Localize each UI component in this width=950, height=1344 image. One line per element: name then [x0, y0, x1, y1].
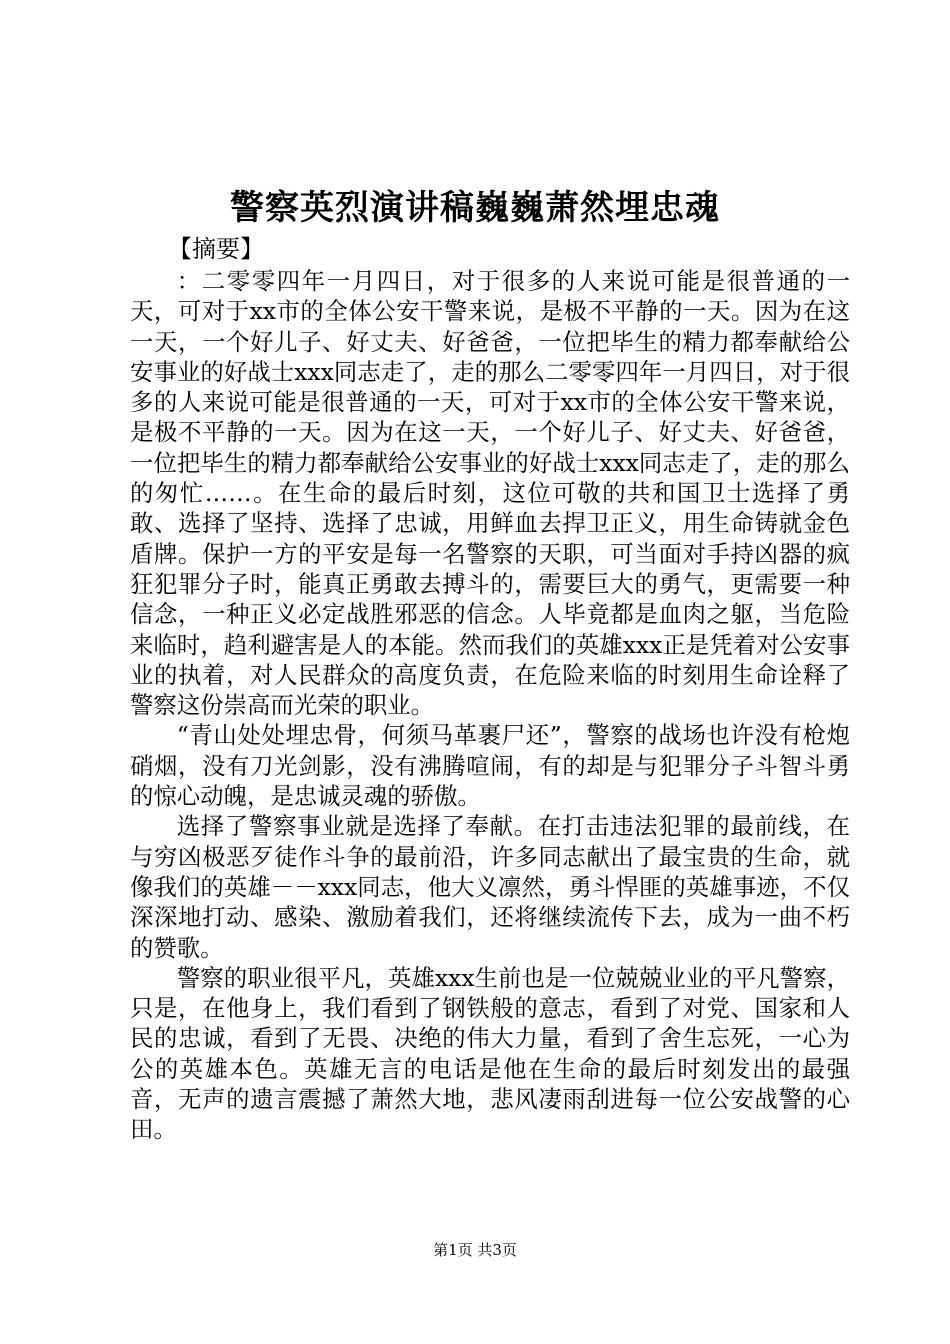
paragraph-3: 选择了警察事业就是选择了奉献。在打击违法犯罪的最前线，在与穷凶极恶歹徒作斗争的最前沿，许多同志献出了最宝贵的生命，就像我们的英雄－－xxx同志，他大义凛然，勇斗悍匪的英雄事迹，不仅深深地打动、感染、激励着我们，还将继续流传下去，成为一曲不朽的赞歌。: [130, 812, 850, 962]
paragraph-4: 警察的职业很平凡，英雄xxx生前也是一位兢兢业业的平凡警察，只是，在他身上，我们看到了钢铁般的意志，看到了对党、国家和人民的忠诚，看到了无畏、决绝的伟大力量，看到了舍生忘死，一心为公的英雄本色。英雄无言的电话是他在生命的最后时刻发出的最强音，无声的遗言震撼了萧然大地，悲风凄雨刮进每一位公安战警的心田。: [130, 963, 850, 1144]
document-title: 警察英烈演讲稿巍巍萧然埋忠魂: [230, 188, 720, 228]
paragraph-2: “青山处处埋忠骨，何须马革裹尸还”，警察的战场也许没有枪炮硝烟，没有刀光剑影，没有沸腾喧闹，有的却是与犯罪分子斗智斗勇的惊心动魄，是忠诚灵魂的骄傲。: [130, 721, 850, 811]
abstract-label: 【摘要】: [168, 235, 264, 263]
document-body: [130, 266, 850, 1145]
page-footer: 第1页 共3页: [433, 1241, 517, 1259]
paragraph-1: ：二零零四年一月四日，对于很多的人来说可能是很普通的一天，可对于xx市的全体公安干警来说，是极不平静的一天。因为在这一天，一个好儿子、好丈夫、好爸爸，一位把毕生的精力都奉献给公安事业的好战士xxx同志走了，走的那么二零零四年一月四日，对于很多的人来说可能是很普通的一天，可对于xx市的全体公安干警来说，是极不平静的一天。因为在这一天，一个好儿子、好丈夫、好爸爸，一位把毕生的精力都奉献给公安事业的好战士xxx同志走了，走的那么的匆忙……。在生命的最后时刻，这位可敬的共和国卫士选择了勇敢、选择了坚持、选择了忠诚，用鲜血去捍卫正义，用生命铸就金色盾牌。保护一方的平安是每一名警察的天职，可当面对手持凶器的疯狂犯罪分子时，能真正勇敢去搏斗的，需要巨大的勇气，更需要一种信念，一种正义必定战胜邪恶的信念。人毕竟都是血肉之躯，当危险来临时，趋利避害是人的本能。然而我们的英雄xxx正是凭着对公安事业的执着，对人民群众的高度负责，在危险来临的时刻用生命诠释了警察这份崇高而光荣的职业。: [130, 267, 850, 720]
